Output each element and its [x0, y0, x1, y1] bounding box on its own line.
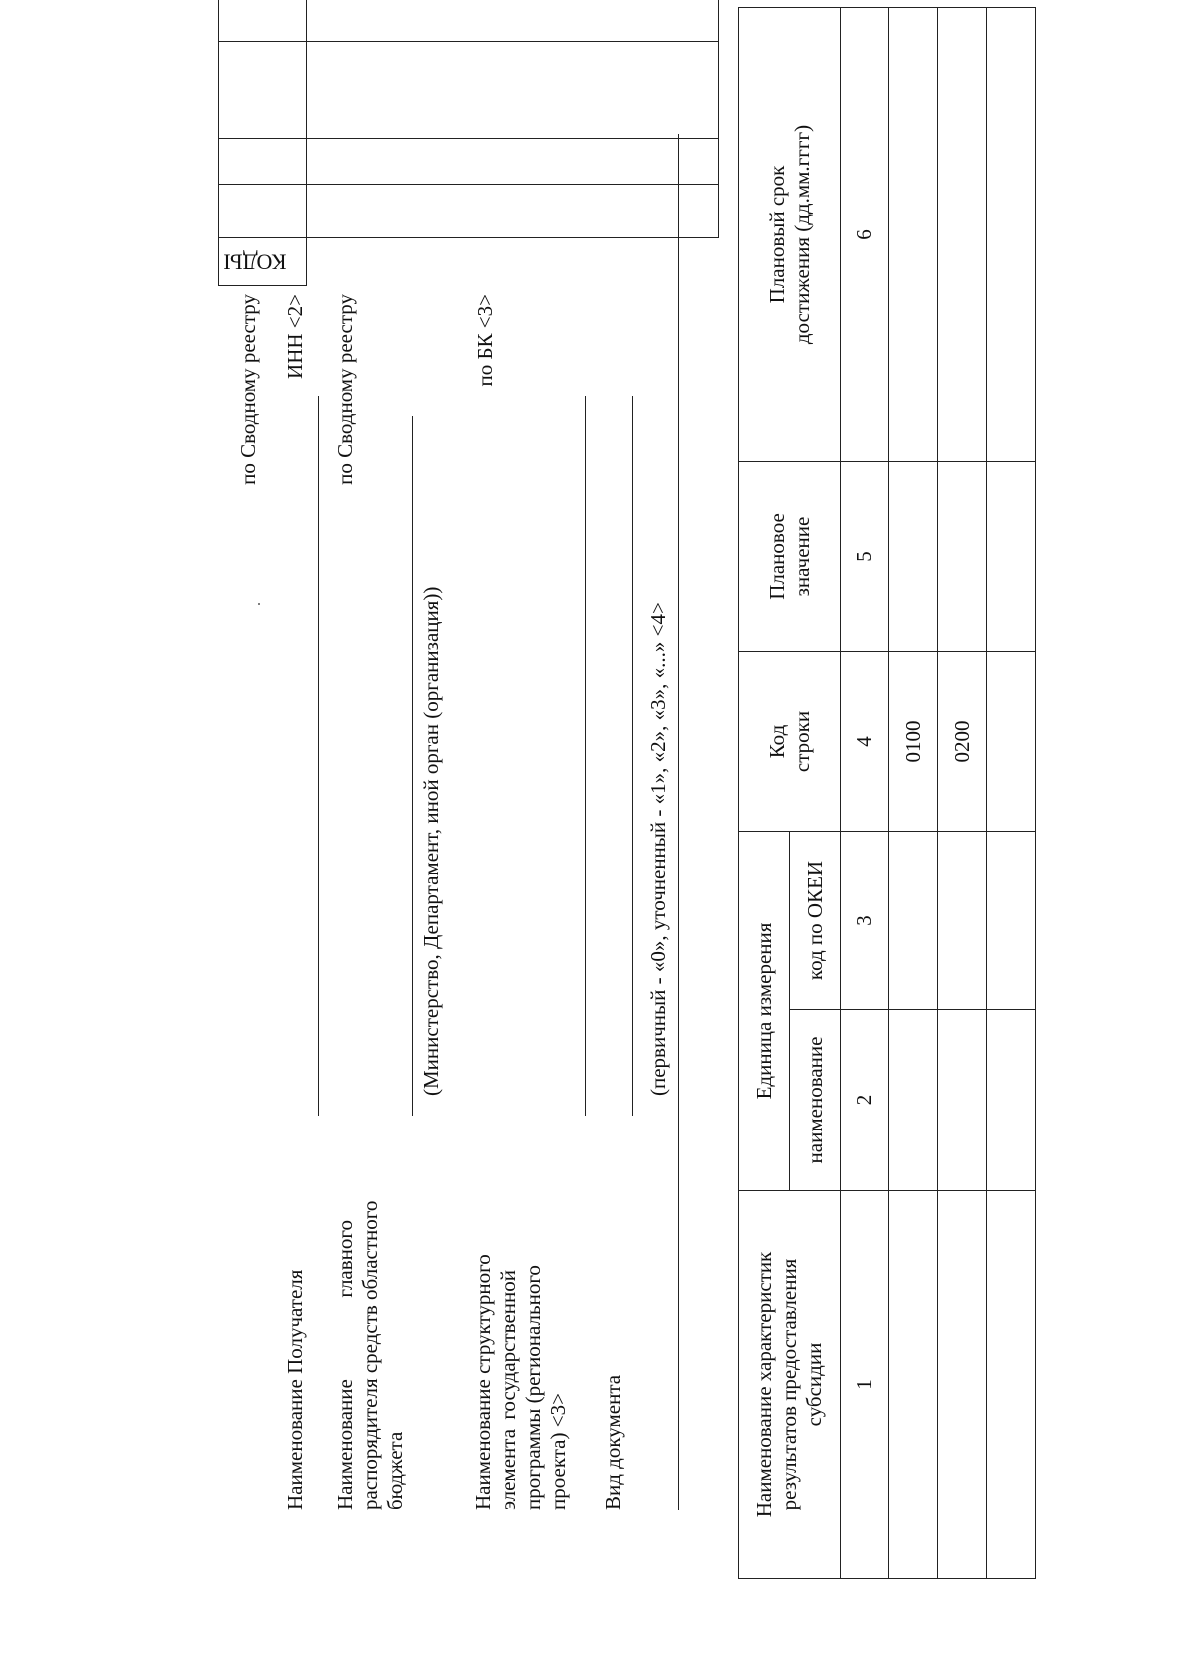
- gr-fill-line[interactable]: [412, 416, 413, 1116]
- table-row: [889, 8, 938, 1579]
- codes-table: [218, 0, 719, 286]
- code-cell-svodny-2[interactable]: [219, 42, 307, 139]
- code-label-bk: по БК <3>: [473, 294, 497, 387]
- code-label-svodny-1: по Сводному реестру: [236, 294, 260, 485]
- col-number-2: 2: [841, 1010, 889, 1191]
- header-separator-line: [678, 134, 679, 1510]
- codes-header: КОДЫ: [222, 249, 286, 275]
- code-cell-svodny-2-ext[interactable]: [307, 42, 719, 139]
- cell-plan-date[interactable]: [987, 8, 1036, 462]
- code-cell-inn[interactable]: [219, 139, 307, 185]
- cell-unit-name[interactable]: [938, 1010, 987, 1191]
- cell-unit-name[interactable]: [987, 1010, 1036, 1191]
- cell-unit-code[interactable]: [938, 832, 987, 1010]
- struct-label-line4: проекта) <3>: [546, 1393, 570, 1510]
- cell-plan-date[interactable]: [938, 8, 987, 462]
- gr-label-line1: Наименование главного: [333, 1220, 357, 1510]
- cell-unit-code[interactable]: [889, 832, 938, 1010]
- code-cell-svodny-1[interactable]: [219, 185, 307, 238]
- col-header-row-code: Код строки: [739, 652, 841, 832]
- recipient-label: Наименование Получателя: [283, 1269, 307, 1510]
- code-cell-svodny-1-ext[interactable]: [307, 185, 719, 238]
- code-label-inn: ИНН <2>: [283, 294, 307, 379]
- struct-fill-line[interactable]: [585, 396, 586, 1116]
- cell-row-code: [987, 652, 1036, 832]
- col-header-plan-date: Плановый срок достижения (дд.мм.гггг): [739, 8, 841, 462]
- codes-spacer: [307, 238, 719, 286]
- code-cell-bk-ext[interactable]: [307, 0, 719, 42]
- code-cell-inn-ext[interactable]: [307, 139, 719, 185]
- cell-name[interactable]: [889, 1191, 938, 1579]
- struct-label-line2: элемента государственной: [496, 1270, 520, 1510]
- doctype-label: Вид документа: [601, 1374, 625, 1510]
- col-header-name: Наименование характеристик результатов предоставления субсидии: [739, 1191, 841, 1579]
- col-number-5: 5: [841, 462, 889, 652]
- col-number-3: 3: [841, 832, 889, 1010]
- col-header-unit-name: наименование: [790, 1010, 841, 1191]
- gr-label-line3: бюджета: [383, 1431, 407, 1510]
- struct-label-line1: Наименование структурного: [471, 1254, 495, 1510]
- cell-plan-value[interactable]: [938, 462, 987, 652]
- cell-name[interactable]: [987, 1191, 1036, 1579]
- codes-header-cell: [219, 238, 307, 286]
- cell-unit-code[interactable]: [987, 832, 1036, 1010]
- doctype-fill-line[interactable]: [632, 396, 633, 1116]
- col-number-6: 6: [841, 8, 889, 462]
- struct-label-line3: программы (регионального: [521, 1265, 545, 1510]
- col-header-unit-code: код по ОКЕИ: [790, 832, 841, 1010]
- col-header-unit: Единица измерения: [739, 832, 790, 1191]
- cell-plan-value[interactable]: [987, 462, 1036, 652]
- col-number-1: 1: [841, 1191, 889, 1579]
- recipient-fill-line[interactable]: [318, 396, 319, 1116]
- gr-caption: (Министерство, Департамент, иной орган (организация)): [419, 586, 443, 1096]
- code-label-svodny-2: по Сводному реестру: [333, 294, 357, 485]
- code-cell-bk[interactable]: [219, 0, 307, 42]
- cell-name[interactable]: [938, 1191, 987, 1579]
- cell-row-code: 0200: [938, 652, 987, 832]
- results-table: [738, 7, 1036, 1579]
- doctype-caption: (первичный - «0», уточненный - «1», «2», «3», «...» <4>: [646, 602, 670, 1096]
- table-row: [938, 8, 987, 1579]
- gr-label-line2: распорядителя средств областного: [358, 1200, 382, 1510]
- cell-unit-name[interactable]: [889, 1010, 938, 1191]
- cell-plan-value[interactable]: [889, 462, 938, 652]
- col-header-plan-value: Плановое значение: [739, 462, 841, 652]
- cell-row-code: 0100: [889, 652, 938, 832]
- col-number-4: 4: [841, 652, 889, 832]
- table-row: [987, 8, 1036, 1579]
- cell-plan-date[interactable]: [889, 8, 938, 462]
- scan-speck: [258, 603, 260, 605]
